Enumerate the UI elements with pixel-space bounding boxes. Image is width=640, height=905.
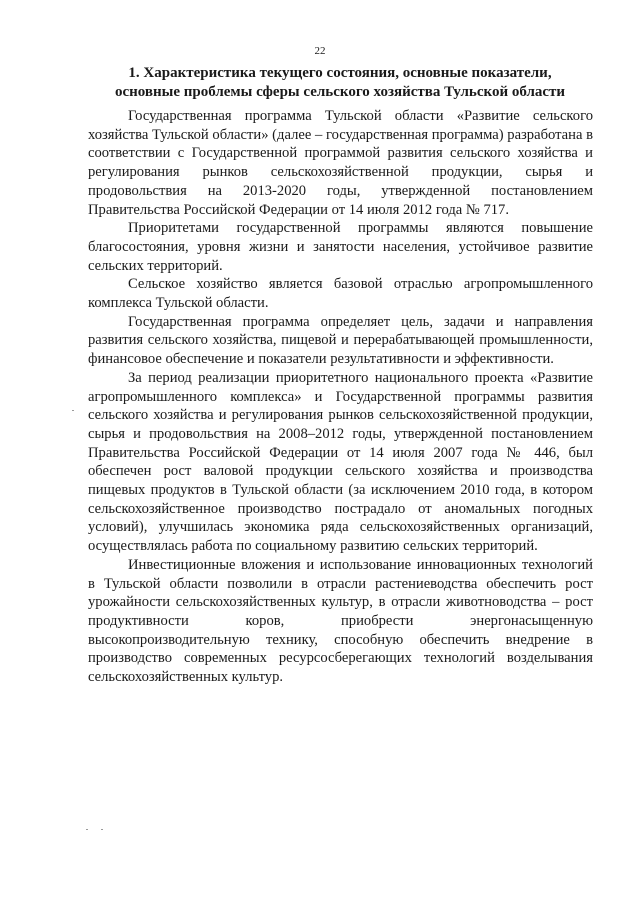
- section-heading-line-2: основные проблемы сферы сельского хозяйства Тульской области: [114, 83, 566, 100]
- scan-speck: [86, 829, 88, 830]
- paragraph-priorities: Приоритетами государственной программы являются повышение благосостояния, уровня жизни и занятости населения, устойчивое развитие сельских территорий.: [88, 220, 593, 274]
- paragraph-base-sector: Сельское хозяйство является базовой отраслью агропромышленного комплекса Тульской области.: [88, 276, 593, 312]
- section-heading-line-1: 1. Характеристика текущего состояния, основные показатели,: [128, 65, 552, 81]
- body-text: [88, 107, 593, 687]
- paragraph-program-scope: Государственная программа определяет цель, задачи и направления развития сельского хозяйства, пищевой и перерабатывающей промышленности, финансовое обеспечение и показатели результативности и эффективности.: [88, 313, 593, 368]
- paragraph-investments: Инвестиционные вложения и использование инновационных технологий в Тульской области позволили в отрасли растениеводства обеспечить рост урожайности сельскохозяйственных культур, в отрасли животноводства – рост продуктивности коров, приобрести энергонасыщенную высокопроизводительную технику, способную обеспечить внедрение в производство современных ресурсосберегающих технологий возделывания сельскохозяйственных культур.: [88, 556, 593, 686]
- paragraph-national-project: За период реализации приоритетного национального проекта «Развитие агропромышленного комплекса» и Государственной программы развития сельского хозяйства и регулирования рынков сельскохозяйственной продукции, сырья и продовольствия на 2008–2012 годы, утвержденной постановлением Правительства Российской Федерации от 14 июля 2007 года № 446, был обеспечен рост валовой продукции сельского хозяйства и производства пищевых продуктов в Тульской области (за исключением 2010 года, в котором сельскохозяйственное производство пострадало от аномальных погодных условий), улучшилась экономика ряда сельскохозяйственных организаций, осуществлялась работа по социальному развитию сельских территорий.: [88, 369, 593, 555]
- paragraph-program-basis: Государственная программа Тульской области «Развитие сельского хозяйства Тульской области» (далее – государственная программа) разработана в соответствии с Государственной программой развития сельского хозяйства и регулирования рынков сельскохозяйственной продукции, сырья и продовольствия на 2013-2020 годы, утвержденной постановлением Правительства Российской Федерации от 14 июля 2012 года № 717.: [88, 108, 593, 218]
- page-number: 22: [314, 45, 326, 57]
- scan-speck: [101, 829, 103, 830]
- section-heading: [88, 64, 592, 101]
- scan-speck: [72, 410, 74, 411]
